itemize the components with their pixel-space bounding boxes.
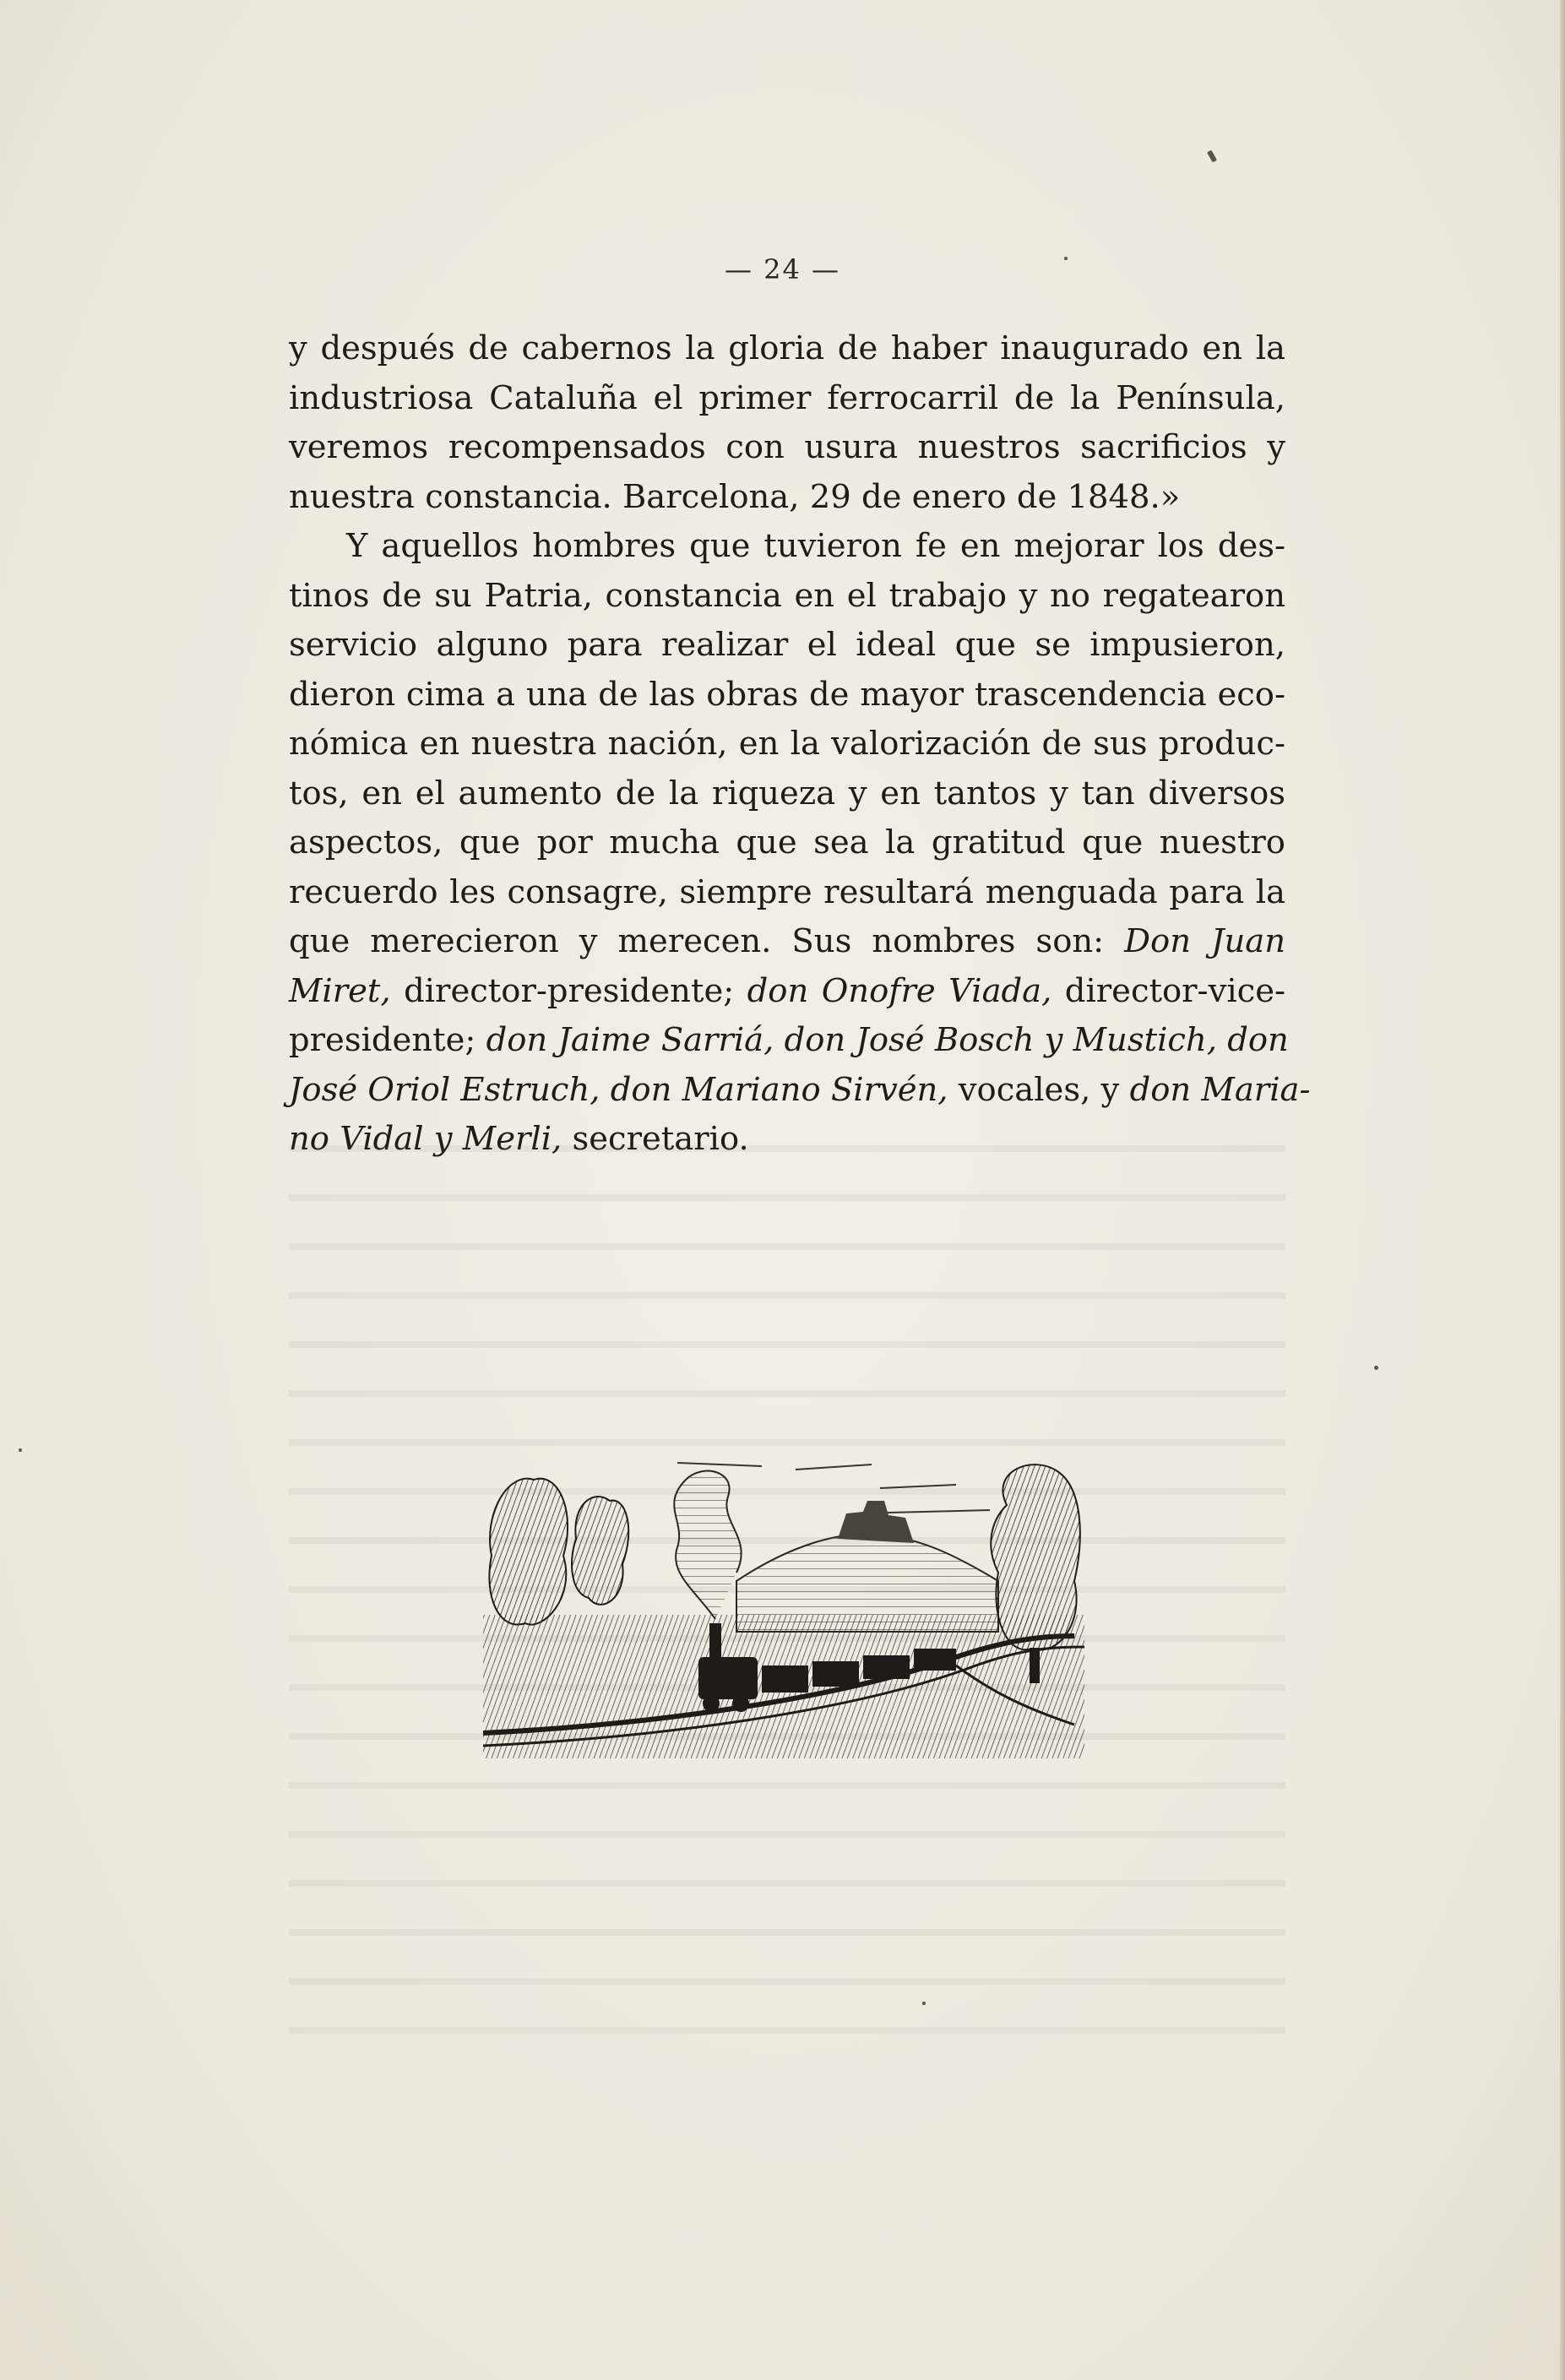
ink-speck: [1064, 257, 1068, 260]
text-line: [289, 572, 1285, 622]
italic-name: no Vidal y Merli,: [289, 1120, 562, 1158]
italic-name: Don Juan: [1124, 922, 1285, 960]
tree-left: [489, 1479, 628, 1625]
text-line: [289, 818, 1285, 868]
text-segment: aspectos, que por mucha que sea la gratitud que nuestro: [289, 823, 1285, 861]
text-line: [289, 621, 1285, 671]
smoke: [674, 1471, 741, 1619]
text-line: [289, 868, 1285, 918]
text-segment: tos, en el aumento de la riqueza y en tantos y tan diversos: [289, 774, 1285, 812]
text-segment: nuestra constancia. Barcelona, 29 de enero de 1848.»: [289, 477, 1181, 516]
text-line: [289, 374, 1285, 424]
text-line: [289, 1066, 1311, 1116]
italic-name: Miret,: [289, 971, 391, 1010]
text-line: [289, 423, 1285, 473]
body-text: [289, 324, 1311, 1165]
italic-name: don Maria-: [1129, 1070, 1311, 1109]
text-segment: Y aquellos hombres que tuvieron fe en mejorar los des-: [346, 527, 1285, 565]
italic-name: José Oriol Estruch, don Mariano Sirvén,: [289, 1070, 948, 1109]
text-segment: nómica en nuestra nación, en la valorización de sus produc-: [289, 725, 1285, 763]
text-line: [289, 671, 1285, 720]
ink-speck: [922, 2002, 926, 2005]
text-segment: dieron cima a una de las obras de mayor trascendencia eco-: [289, 675, 1285, 714]
text-segment: servicio alguno para realizar el ideal que se impusieron,: [289, 626, 1285, 664]
text-segment: industriosa Cataluña el primer ferrocarril de la Península,: [289, 378, 1285, 417]
text-segment: recuerdo les consagre, siempre resultará menguada para la: [289, 872, 1285, 911]
paragraph-start: [289, 522, 1285, 572]
text-segment: presidente;: [289, 1021, 486, 1059]
italic-name: don Jaime Sarriá, don José Bosch y Mustich, don: [486, 1021, 1289, 1059]
text-line: [289, 917, 1285, 967]
text-segment: vocales, y: [948, 1070, 1130, 1109]
railway-engraving: [483, 1454, 1084, 1758]
text-segment: que merecieron y merecen. Sus nombres son:: [289, 922, 1125, 960]
text-line: [289, 473, 1285, 523]
text-segment: y después de cabernos la gloria de haber inaugurado en la: [289, 329, 1285, 367]
text-line: [289, 720, 1285, 769]
text-segment: veremos recompensados con usura nuestros sacrificios y: [289, 428, 1285, 466]
text-segment: director-vice-: [1051, 971, 1285, 1010]
text-segment: tinos de su Patria, constancia en el trabajo y no regatearon: [289, 576, 1285, 615]
text-segment: director-presidente;: [390, 971, 747, 1010]
castle: [838, 1501, 914, 1543]
text-line: [289, 1016, 1289, 1066]
page-number: — 24 —: [724, 253, 841, 285]
ink-speck: [1207, 149, 1217, 162]
ink-speck: [1374, 1366, 1378, 1370]
italic-name: don Onofre Viada,: [747, 971, 1052, 1010]
text-line: [289, 324, 1285, 374]
text-line: [289, 769, 1285, 819]
text-segment: secretario.: [562, 1120, 749, 1158]
ink-speck: [19, 1448, 22, 1452]
text-line: [289, 967, 1285, 1017]
